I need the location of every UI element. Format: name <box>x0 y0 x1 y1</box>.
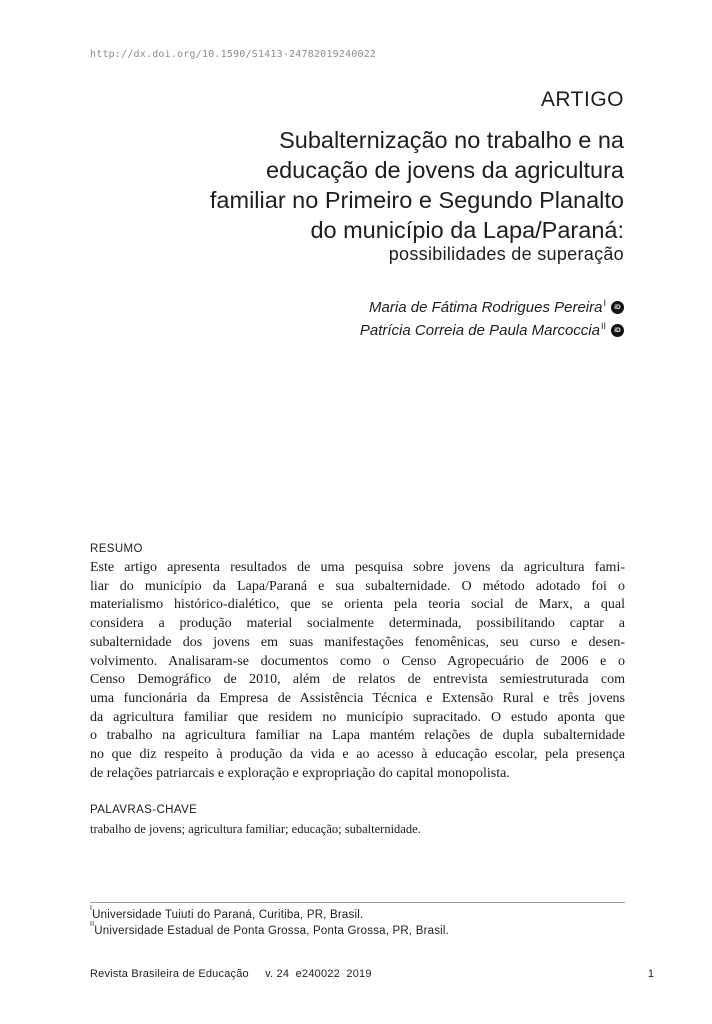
abstract-line: Censo Demográfico de 2010, além de relatos de entrevista semiestruturada com <box>90 672 625 688</box>
journal-citation: v. 24 e240022 2019 <box>265 968 372 980</box>
abstract-line: liar do município da Lapa/Paraná e sua subalternidade. O método adotado foi o <box>90 578 625 594</box>
abstract-line: no que diz respeito à produção da vida e ao acesso à educação escolar, pela presença <box>90 747 625 763</box>
abstract-heading: RESUMO <box>90 543 143 555</box>
abstract-line: Este artigo apresenta resultados de uma pesquisa sobre jovens da agricultura fami- <box>90 560 625 575</box>
abstract-line: da agricultura familiar que residem no município supracitado. O estudo aponta que <box>90 709 625 725</box>
author-name: Patrícia Correia de Paula Marcoccia <box>359 322 600 339</box>
abstract-line: volvimento. Analisaram-se documentos como o Censo Agropecuário de 2006 e o <box>90 653 625 669</box>
keywords-heading: PALAVRAS-CHAVE <box>90 804 198 816</box>
journal-footer <box>90 968 372 980</box>
orcid-icon[interactable]: iD <box>611 301 624 314</box>
section-label: ARTIGO <box>540 88 624 111</box>
page-number: 1 <box>647 968 654 980</box>
abstract-line: subalternidade dos jovens em suas manifestações fenomênicas, seu curso e desen- <box>90 634 625 650</box>
title-line: Subalternização no trabalho e na <box>279 127 624 153</box>
doi-link[interactable]: http://dx.doi.org/10.1590/S1413-24782019240022 <box>90 49 377 60</box>
footnote-divider <box>90 902 625 903</box>
affiliation-text: Universidade Estadual de Ponta Grossa, Ponta Grossa, PR, Brasil. <box>94 924 450 937</box>
article-title <box>104 125 624 245</box>
title-line: do município da Lapa/Paraná: <box>310 217 624 243</box>
orcid-icon[interactable]: iD <box>611 324 624 337</box>
author-name: Maria de Fátima Rodrigues Pereira <box>369 299 603 316</box>
affiliation-text: Universidade Tuiuti do Paraná, Curitiba, PR, Brasil. <box>92 908 364 921</box>
journal-name: Revista Brasileira de Educação <box>90 968 249 980</box>
author-2 <box>360 319 624 342</box>
title-line: familiar no Primeiro e Segundo Planalto <box>209 187 624 213</box>
affiliation-mark: II <box>90 921 95 928</box>
abstract-line: materialismo histórico-dialético, que se orienta pela teoria social de Marx, a qual <box>90 597 625 613</box>
abstract-line: o trabalho na agricultura familiar na Lapa mantém relações de dupla subalternidade <box>90 728 625 744</box>
abstract-line: considera a produção material socialmente determinada, possibilitando captar a <box>90 616 625 632</box>
author-affiliation-mark: I <box>603 298 606 308</box>
abstract-line: uma funcionária da Empresa de Assistência Técnica e Extensão Rural e três jovens <box>90 690 625 706</box>
abstract-line: de relações patriarcais e exploração e expropriação do capital monopolista. <box>90 765 510 781</box>
article-subtitle: possibilidades de superação <box>388 244 624 264</box>
abstract-text <box>90 559 625 783</box>
keywords-text: trabalho de jovens; agricultura familiar; educação; subalternidade. <box>90 822 421 836</box>
affiliation-mark: I <box>90 905 93 912</box>
author-list <box>360 296 624 342</box>
title-line: educação de jovens da agricultura <box>266 157 624 183</box>
author-1 <box>360 296 624 319</box>
affiliation-1 <box>90 905 364 921</box>
author-affiliation-mark: II <box>600 321 606 331</box>
affiliation-2 <box>90 921 450 937</box>
